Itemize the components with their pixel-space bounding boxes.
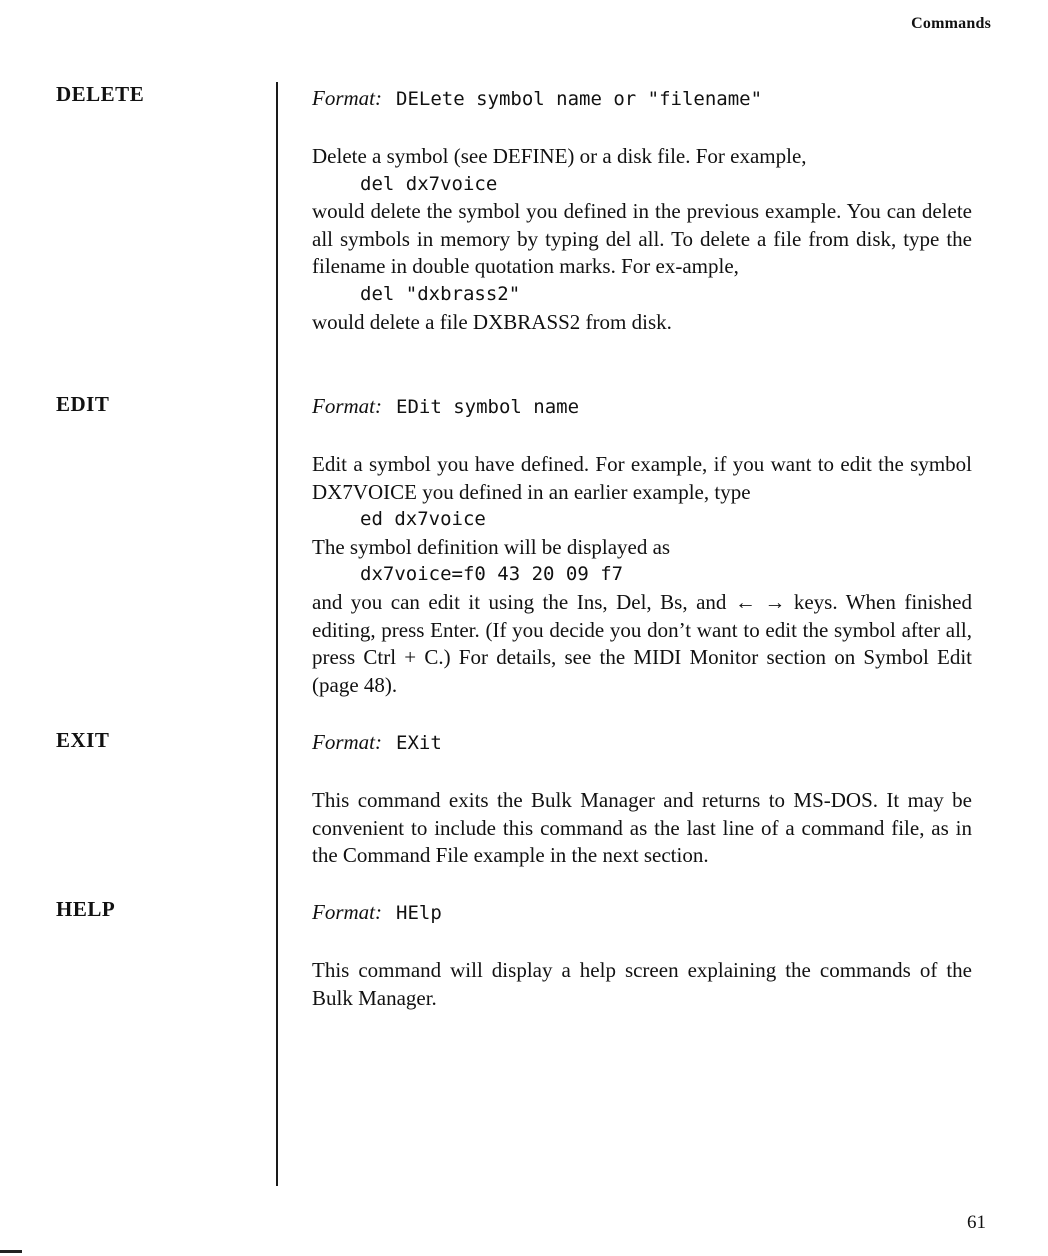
running-head: Commands [911,15,991,32]
paragraph: This command exits the Bulk Manager and returns to MS-DOS. It may be convenient to include this command as the last line of a command file, as in the Command File example in the next section. [312,788,972,868]
paragraph: Delete a symbol (see DEFINE) or a disk file. For example, [312,144,807,168]
code-example: ed dx7voice [360,508,486,531]
entry-delete [312,84,972,336]
format-line [312,392,972,421]
entry-edit [312,392,972,699]
format-label: Format: [312,86,382,110]
paragraph: would delete the symbol you defined in the previous example. You can delete all symbols in memory by typing del all. To delete a file from disk, type the filename in double quotation marks. For ex-ample, [312,199,972,279]
heading-help: HELP [56,897,116,921]
format-label: Format: [312,900,382,924]
paragraph: This command will display a help screen explaining the commands of the Bulk Manager. [312,958,972,1010]
heading-edit: EDIT [56,392,110,416]
code-example: del dx7voice [360,172,498,195]
code-example: del "dxbrass2" [360,282,521,305]
format-line [312,728,972,757]
paragraph: would delete a file DXBRASS2 from disk. [312,309,672,334]
format-syntax: DELete symbol name or "filename" [396,88,763,110]
page-number: 61 [967,1212,986,1233]
entry-help [312,898,972,1012]
scan-mark [0,1250,22,1253]
paragraph: Edit a symbol you have defined. For example, if you want to edit the symbol DX7VOICE you defined in an earlier example, type [312,452,972,504]
heading-exit: EXIT [56,728,110,752]
format-label: Format: [312,730,382,754]
heading-delete: DELETE [56,82,145,106]
format-line [312,898,972,927]
format-syntax: HElp [396,902,442,924]
paragraph: and you can edit it using the Ins, Del, Bs, and ← → keys. When finished editing, press Enter. (If you decide you don’t want to edit the symbol after all, press Ctrl + C.) For details, see the MIDI Monitor section on Symbol Edit (page 48). [312,589,972,697]
entry-exit [312,728,972,870]
format-label: Format: [312,394,382,418]
paragraph: The symbol definition will be displayed as [312,534,671,559]
code-example: dx7voice=f0 43 20 09 f7 [360,563,624,586]
format-syntax: EXit [396,732,442,754]
format-line [312,84,972,113]
format-syntax: EDit symbol name [396,396,580,418]
margin-rule [276,82,278,1186]
